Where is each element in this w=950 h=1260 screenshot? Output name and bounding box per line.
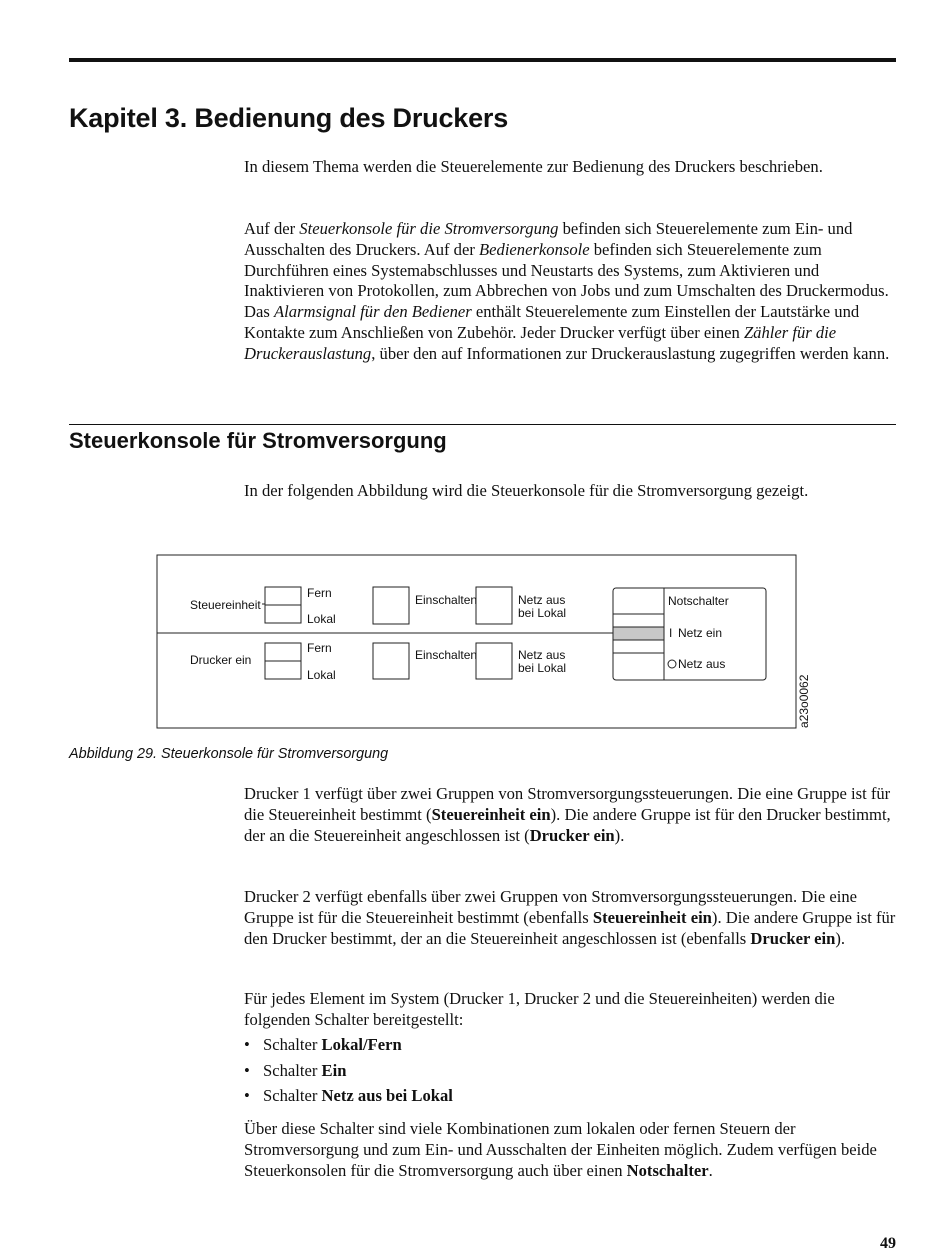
- label-drucker-ein: Drucker ein: [190, 653, 252, 667]
- netz-ein-symbol: I: [669, 626, 673, 640]
- label-netz-aus-2b: bei Lokal: [518, 661, 567, 675]
- list-item: • Schalter Lokal/Fern: [244, 1035, 402, 1054]
- list-item: • Schalter Netz aus bei Lokal: [244, 1086, 453, 1105]
- label-notschalter: Notschalter: [668, 594, 729, 608]
- netz-aus-symbol: [668, 660, 676, 668]
- label-lokal-1: Lokal: [307, 612, 336, 626]
- label-einschalten-1: Einschalten: [415, 593, 478, 607]
- list-item: • Schalter Ein: [244, 1060, 347, 1080]
- section-title: Steuerkonsole für Stromversorgung: [69, 428, 447, 453]
- figure-caption: Abbildung 29. Steuerkonsole für Stromversorgung: [69, 746, 389, 762]
- label-netz-aus-1a: Netz aus: [518, 593, 566, 607]
- label-einschalten-2: Einschalten: [415, 648, 478, 662]
- chapter-title: Kapitel 3. Bedienung des Druckers: [69, 103, 509, 133]
- figure-image-id: a23o0062: [797, 674, 811, 728]
- figure-frame: [157, 555, 796, 728]
- intro-paragraph-1: In diesem Thema werden die Steuerelemente zur Bedienung des Druckers beschrieben.: [244, 157, 823, 176]
- body-paragraph-1: Drucker 1 verfügt über zwei Gruppen von Stromversorgungssteuerungen. Die eine Gruppe ist für die Steuereinheit bestimmt (Steuereinheit ein). Die andere Gruppe ist für den Drucker bestimmt, der an die Steuereinheit angeschlossen ist (Drucker ein).: [244, 784, 891, 845]
- label-lokal-2: Lokal: [307, 668, 336, 682]
- label-netz-aus-1b: bei Lokal: [518, 606, 567, 620]
- label-fern-2: Fern: [307, 641, 332, 655]
- body-paragraph-2: Drucker 2 verfügt ebenfalls über zwei Gruppen von Stromversorgungssteuerungen. Die eine Gruppe ist für die Steuereinheit bestimmt (ebenfalls Steuereinheit ein). Die andere Gruppe ist für den Drucker bestimmt, der an die Steuereinheit angeschlossen ist (ebenfalls Drucker ein).: [244, 887, 896, 948]
- label-netz-ein: Netz ein: [678, 626, 723, 640]
- page-number: 49: [880, 1235, 896, 1252]
- einschalten-switch-1: [373, 587, 409, 624]
- einschalten-switch-2: [373, 643, 409, 679]
- netz-aus-switch-2: [476, 643, 512, 679]
- intro-paragraph-2: Auf der Steuerkonsole für die Stromversorgung befinden sich Steuerelemente zum Ein- und Ausschalten des Druckers. Auf der Bedienerkonsole befinden sich Steuerelemente zum Durchführen eines Systemabschlusses und Neustarts des Systems, zum Aktivieren und Inaktivieren von Protokollen, zum Abbrechen von Jobs und zum Umschalten des Druckermodus. Das Alarmsignal für den Bediener enthält Steuerelemente zum Einstellen der Lautstärke und Kontakte zum Anschließen von Zubehör. Jeder Drucker verfügt über einen Zähler für die Druckerauslastung, über den auf Informationen zur Druckerauslastung zugegriffen werden kann.: [244, 219, 890, 363]
- body-paragraph-3: Für jedes Element im System (Drucker 1, Drucker 2 und die Steuereinheiten) werden die folgenden Schalter bereitgestellt:: [244, 989, 835, 1029]
- netz-aus-switch-1: [476, 587, 512, 624]
- label-netz-aus-2a: Netz aus: [518, 648, 566, 662]
- notschalter-rocker: [613, 627, 664, 640]
- label-fern-1: Fern: [307, 586, 332, 600]
- label-steuereinheit: Steuereinheit: [190, 598, 261, 612]
- closing-paragraph: Über diese Schalter sind viele Kombinationen zum lokalen oder fernen Steuern der Stromversorgung und zum Ein- und Ausschalten der Einheiten möglich. Zudem verfügen beide Steuerkonsolen für die Stromversorgung auch über einen Notschalter.: [244, 1119, 877, 1180]
- switch-list: [244, 1035, 453, 1112]
- label-netz-aus: Netz aus: [678, 657, 726, 671]
- section-intro-paragraph: In der folgenden Abbildung wird die Steuerkonsole für die Stromversorgung gezeigt.: [244, 481, 809, 500]
